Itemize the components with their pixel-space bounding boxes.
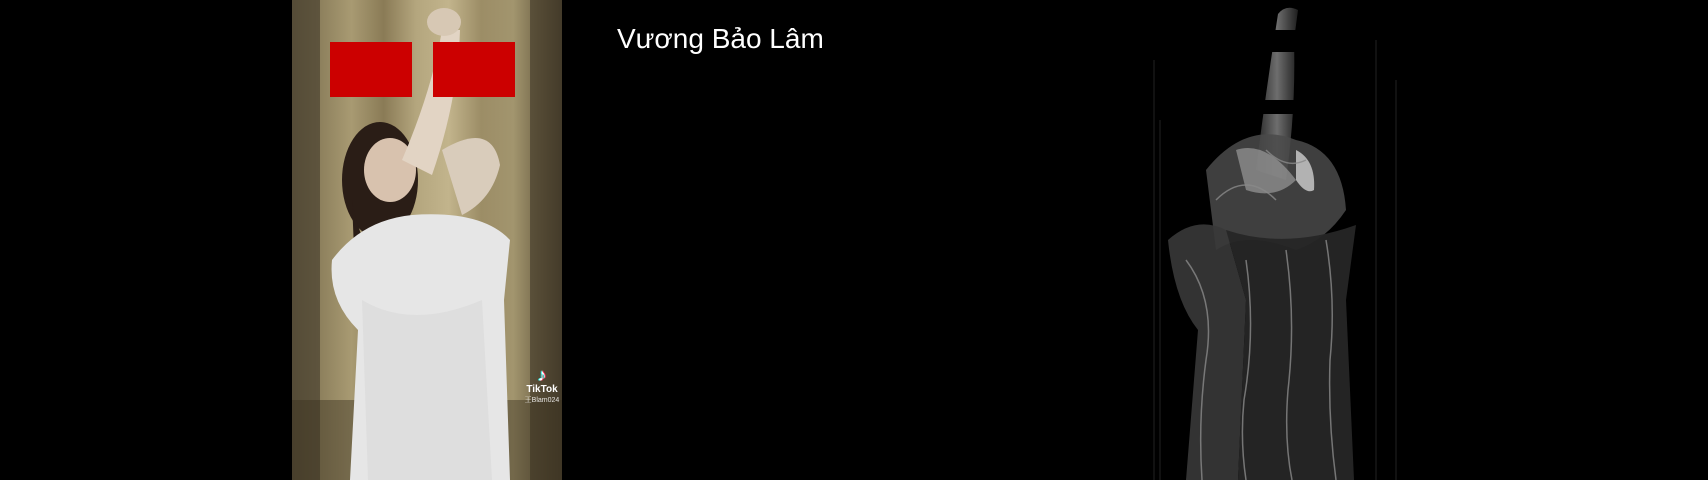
edge-silhouette	[1146, 0, 1416, 480]
tiktok-logo-icon: ♪	[537, 365, 547, 385]
edge-detection-frame	[1146, 0, 1416, 480]
watermark-handle: 王Blam024	[524, 397, 560, 404]
watermark-brand: TikTok	[526, 384, 558, 395]
original-video-frame	[292, 0, 562, 480]
page-title: Vương Bảo Lâm	[617, 23, 824, 54]
censor-block-right	[433, 42, 515, 97]
tiktok-watermark	[524, 366, 560, 405]
censor-block-left	[330, 42, 412, 97]
